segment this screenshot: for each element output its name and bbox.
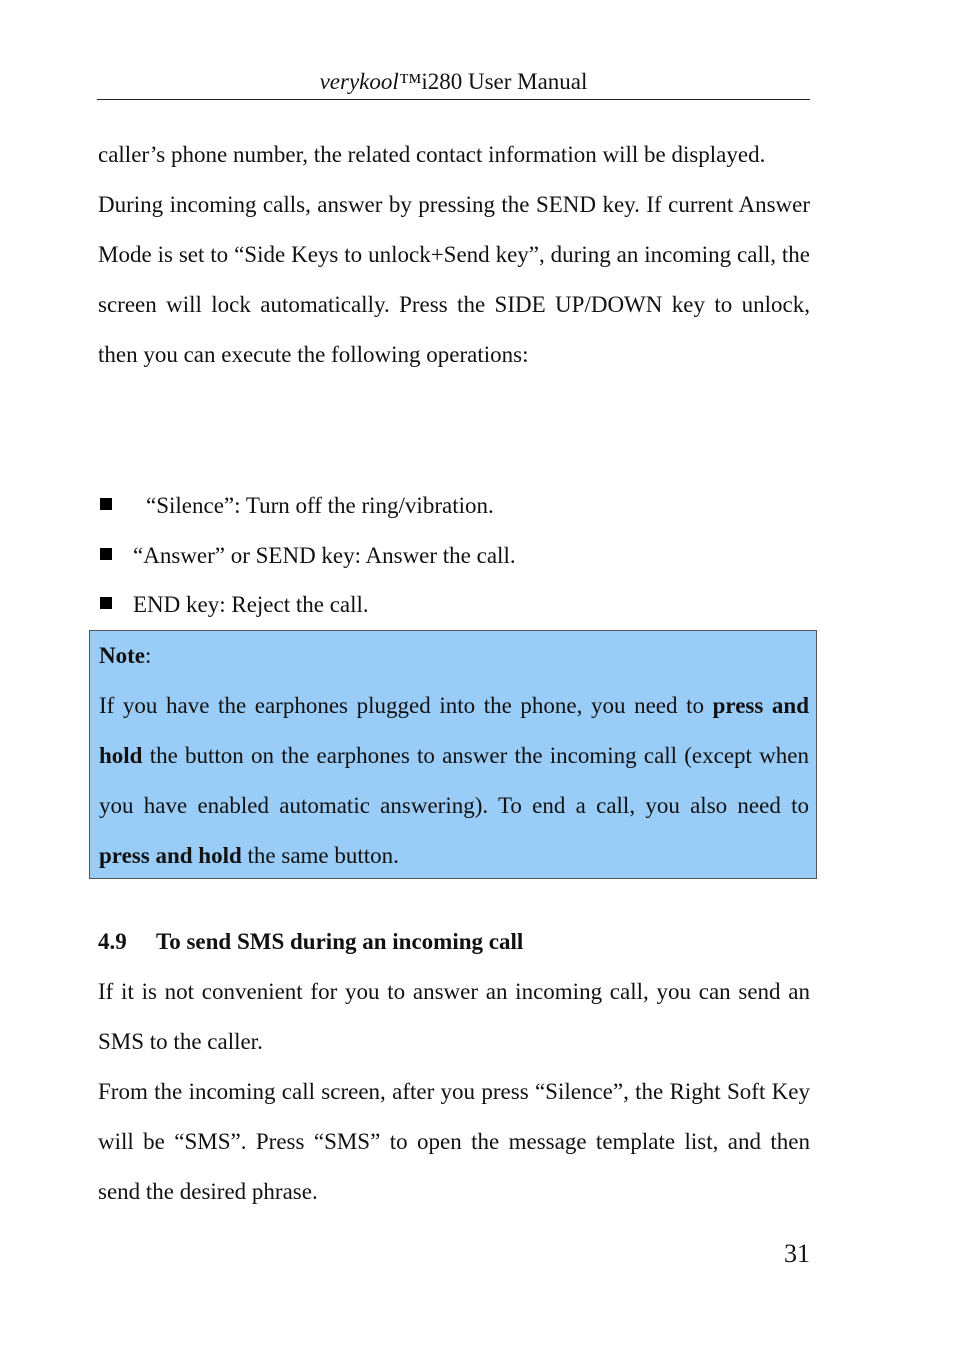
- paragraph-sms-steps: From the incoming call screen, after you press “Silence”, the Right Soft Key will be “SMS”. Press “SMS” to open the message template list, and then send the desired phrase.: [98, 1079, 810, 1204]
- intro-text: [98, 130, 810, 380]
- header-brand: verykool™: [319, 69, 422, 94]
- note-content: [99, 631, 809, 881]
- note-label: Note: [99, 643, 145, 668]
- note-text-part: the button on the earphones to answer the incoming call (except when you have enabled automatic answering). To end a call, you also need to: [99, 743, 809, 818]
- note-box: [89, 630, 817, 879]
- section-number: 4.9: [98, 929, 127, 954]
- running-header: [97, 66, 810, 100]
- note-emphasis: press and hold: [99, 843, 242, 868]
- note-text-part: the same button.: [241, 843, 399, 868]
- bullet-text: “Answer” or SEND key: Answer the call.: [133, 543, 516, 568]
- bullet-end: [100, 580, 800, 630]
- bullet-square-icon: [100, 498, 112, 510]
- bullet-silence: [100, 481, 800, 531]
- paragraph-sms-intro: If it is not convenient for you to answer an incoming call, you can send an SMS to the caller.: [98, 979, 810, 1054]
- bullet-square-icon: [100, 548, 112, 560]
- note-text: [99, 681, 809, 881]
- note-emphasis: press and hold: [99, 693, 810, 768]
- section-title: To send SMS during an incoming call: [156, 929, 524, 954]
- bullet-answer: [100, 531, 800, 581]
- paragraph-caller-info: caller’s phone number, the related contact information will be displayed.: [98, 142, 766, 167]
- page-number: 31: [784, 1239, 810, 1268]
- note-text-part: If you have the earphones plugged into the phone, you need to: [99, 693, 713, 718]
- bullet-text: END key: Reject the call.: [133, 592, 369, 617]
- bullet-square-icon: [100, 597, 112, 609]
- section-heading: [98, 917, 523, 967]
- bullet-text: “Silence”: Turn off the ring/vibration.: [146, 493, 494, 518]
- section-text: [98, 967, 810, 1217]
- paragraph-incoming-calls: During incoming calls, answer by pressing the SEND key. If current Answer Mode is set to “Side Keys to unlock+Send key”, during an incoming call, the screen will lock automatically. Press the SIDE UP/DOWN key to unlock, then you can execute the following operations:: [98, 192, 810, 367]
- header-title: i280 User Manual: [421, 69, 588, 94]
- note-label-line: [99, 631, 809, 681]
- note-colon: :: [144, 643, 152, 668]
